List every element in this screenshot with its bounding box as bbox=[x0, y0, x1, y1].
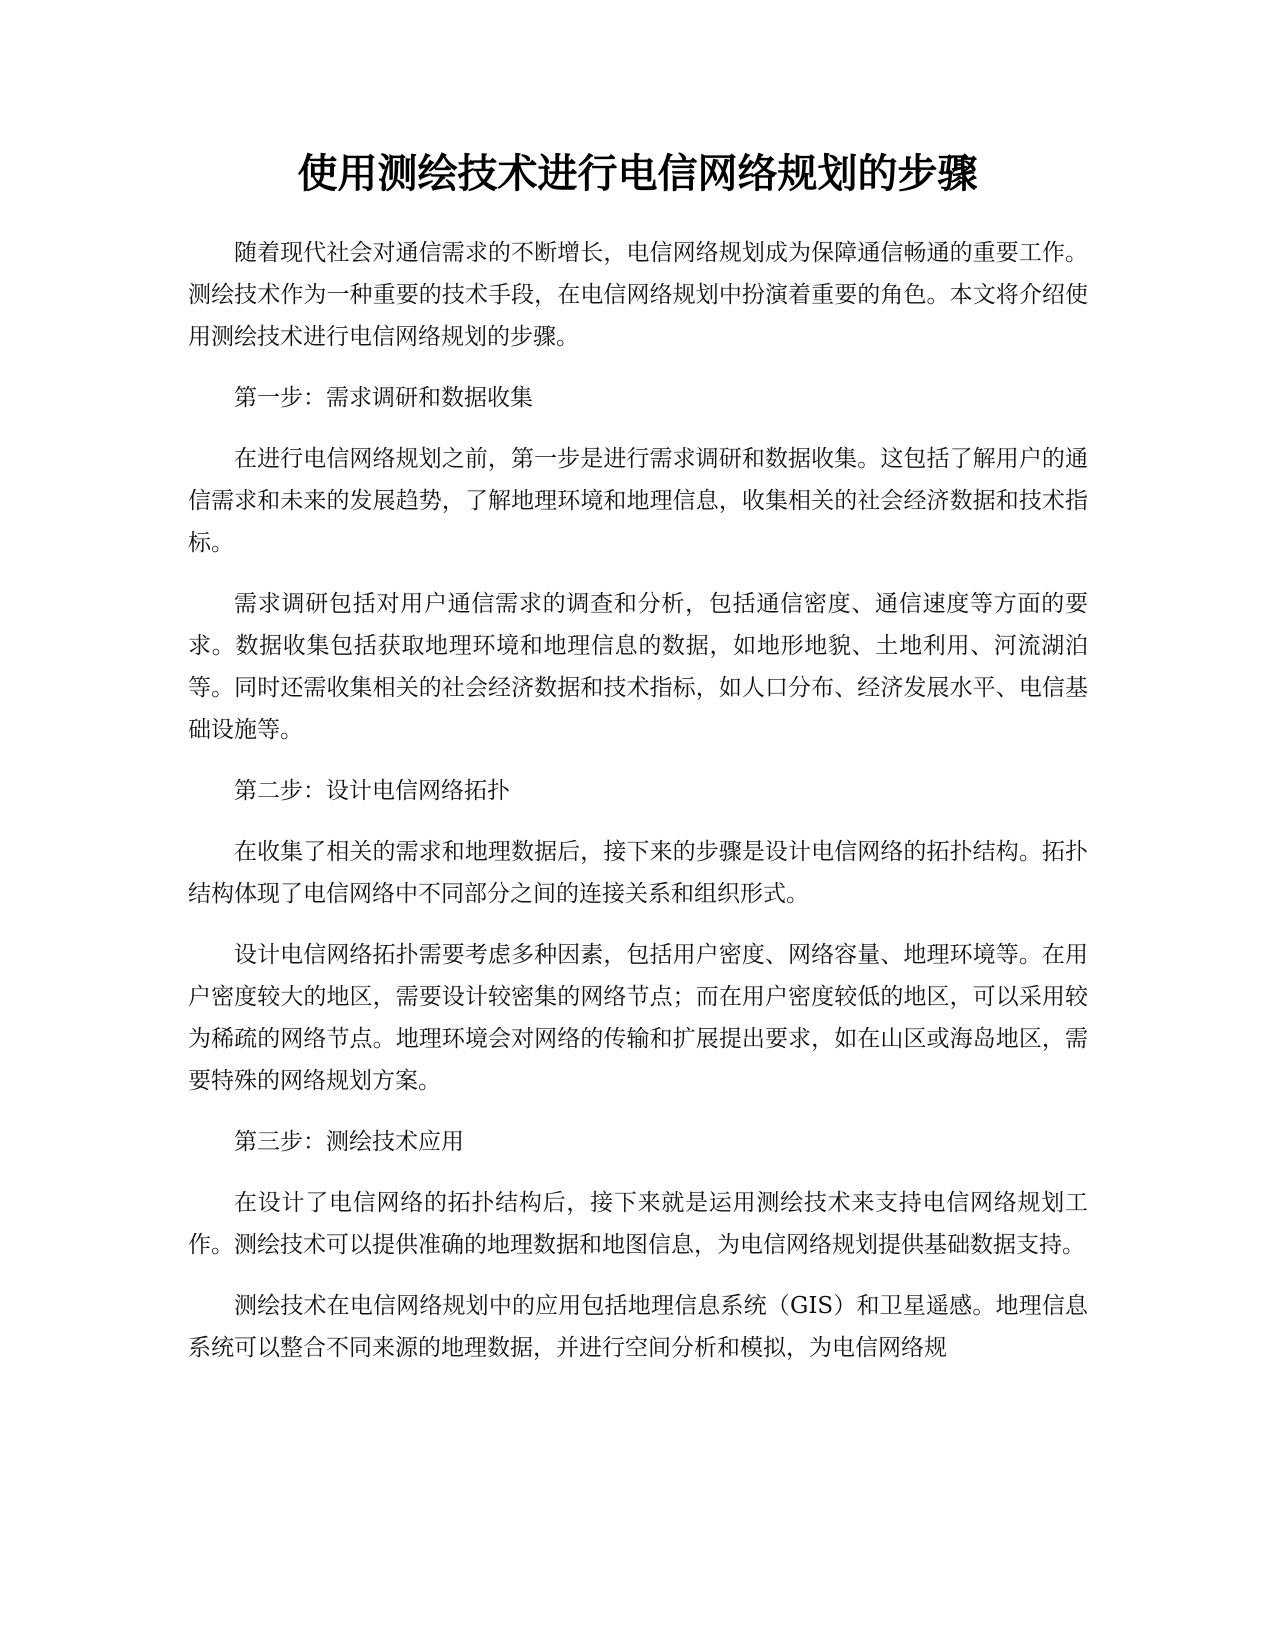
step-two-paragraph-1: 在收集了相关的需求和地理数据后，接下来的步骤是设计电信网络的拓扑结构。拓扑结构体现了电信网络中不同部分之间的连接关系和组织形式。 bbox=[188, 839, 1088, 907]
document-title: 使用测绘技术进行电信网络规划的步骤 bbox=[297, 151, 978, 197]
step-two-paragraph-2: 设计电信网络拓扑需要考虑多种因素，包括用户密度、网络容量、地理环境等。在用户密度较大的地区，需要设计较密集的网络节点；而在用户密度较低的地区，可以采用较为稀疏的网络节点。地理环境会对网络的传输和扩展提出要求，如在山区或海岛地区，需要特殊的网络规划方案。 bbox=[188, 942, 1088, 1094]
step-two-heading: 第二步：设计电信网络拓扑 bbox=[234, 778, 510, 804]
step-one-heading: 第一步：需求调研和数据收集 bbox=[234, 385, 533, 411]
step-one-paragraph-1: 在进行电信网络规划之前，第一步是进行需求调研和数据收集。这包括了解用户的通信需求和未来的发展趋势，了解地理环境和地理信息，收集相关的社会经济数据和技术指标。 bbox=[188, 446, 1088, 556]
step-one-paragraph-2: 需求调研包括对用户通信需求的调查和分析，包括通信密度、通信速度等方面的要求。数据收集包括获取地理环境和地理信息的数据，如地形地貌、土地利用、河流湖泊等。同时还需收集相关的社会经济数据和技术指标，如人口分布、经济发展水平、电信基础设施等。 bbox=[188, 591, 1088, 743]
step-three-heading: 第三步：测绘技术应用 bbox=[234, 1129, 464, 1155]
intro-paragraph: 随着现代社会对通信需求的不断增长，电信网络规划成为保障通信畅通的重要工作。测绘技术作为一种重要的技术手段，在电信网络规划中扮演着重要的角色。本文将介绍使用测绘技术进行电信网络规划的步骤。 bbox=[188, 240, 1088, 350]
step-three-paragraph-2: 测绘技术在电信网络规划中的应用包括地理信息系统（GIS）和卫星遥感。地理信息系统可以整合不同来源的地理数据，并进行空间分析和模拟，为电信网络规 bbox=[188, 1293, 1088, 1361]
document-body bbox=[188, 232, 1088, 1388]
step-three-paragraph-1: 在设计了电信网络的拓扑结构后，接下来就是运用测绘技术来支持电信网络规划工作。测绘技术可以提供准确的地理数据和地图信息，为电信网络规划提供基础数据支持。 bbox=[188, 1190, 1088, 1258]
